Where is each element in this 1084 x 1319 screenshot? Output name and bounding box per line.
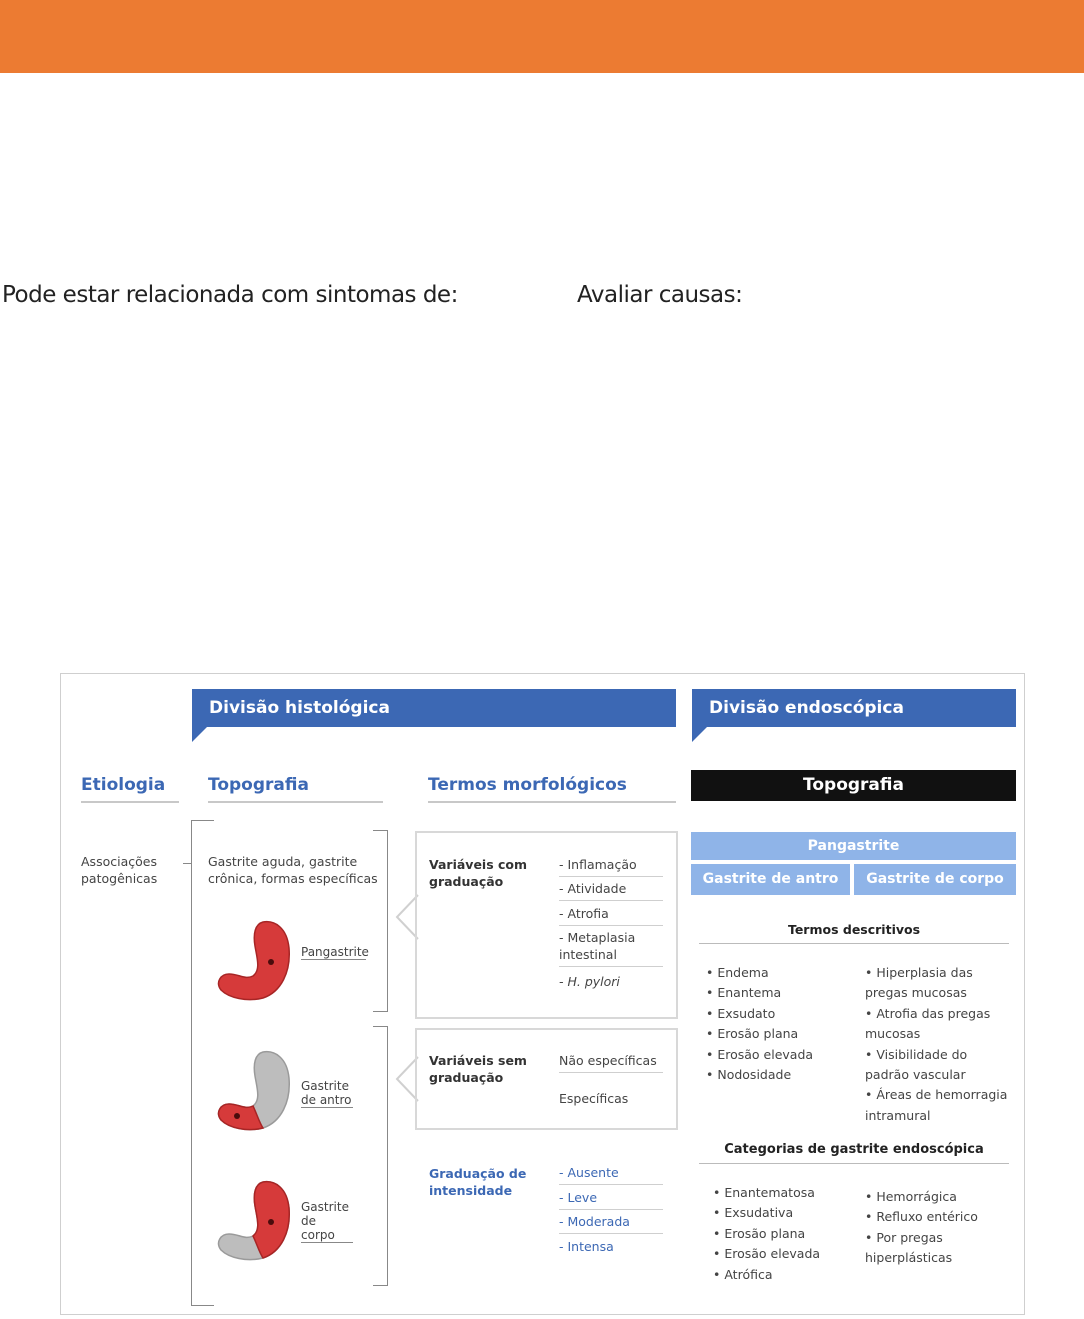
endo-topografia-header: Topografia — [691, 770, 1016, 801]
pangastrite-bar: Pangastrite — [691, 832, 1016, 860]
note-symptoms: Pode estar relacionada com sintomas de: — [2, 282, 458, 308]
corpo-bar: Gastrite de corpo — [854, 864, 1016, 895]
topography-bracket — [191, 820, 214, 1306]
col-topografia: Topografia — [208, 775, 383, 803]
col-etiologia: Etiologia — [81, 775, 179, 803]
var-sem-title: Variáveis sem graduação — [429, 1053, 527, 1085]
graduacao-item: - Ausente — [559, 1164, 663, 1185]
col-termos-morfologicos: Termos morfológicos — [428, 775, 676, 803]
connector — [183, 863, 191, 864]
var-com-item: - Metaplasia intestinal — [559, 929, 663, 967]
note-causes: Avaliar causas: — [577, 282, 743, 308]
var-com-item: - Atividade — [559, 880, 663, 901]
graduacao-item: - Intensa — [559, 1239, 614, 1254]
var-com-title: Variáveis com graduação — [429, 857, 528, 889]
endoscopic-division-header: Divisão endoscópica — [692, 689, 1016, 727]
pangastrite-stomach-icon — [213, 918, 293, 1004]
categories-left: • Enantematosa • Exsudativa • Erosão plana • Erosão elevada • Atrófica — [713, 1185, 821, 1282]
stomach-label-antro: Gastrite de antro — [301, 1079, 352, 1107]
graduacao-item: - Leve — [559, 1189, 663, 1210]
var-sem-item: Não específicas — [559, 1052, 663, 1073]
gastritis-classification-figure — [60, 673, 1025, 1315]
descriptive-terms-title: Termos descritivos — [699, 922, 1009, 944]
topografia-text: Gastrite aguda, gastrite crônica, formas específicas — [208, 854, 378, 886]
bracket-upper — [373, 830, 388, 1012]
bracket-lower — [373, 1026, 388, 1286]
body-gastritis-stomach-icon — [213, 1178, 293, 1264]
categories-right: • Hemorrágica • Refluxo entérico • Por pregas hiperplásticas — [865, 1189, 978, 1266]
histologic-division-header: Divisão histológica — [192, 689, 676, 727]
var-sem-item: Específicas — [559, 1091, 629, 1106]
graduacao-title: Graduação de intensidade — [429, 1166, 527, 1198]
etiologia-text: Associações patogênicas — [81, 854, 158, 886]
graduacao-item: - Moderada — [559, 1213, 663, 1234]
endoscopic-categories-title: Categorias de gastrite endoscópica — [699, 1142, 1009, 1164]
stomach-label-corpo: Gastrite de corpo — [301, 1200, 353, 1243]
stomach-label-pangastrite: Pangastrite — [301, 945, 369, 959]
var-com-item: - H. pylori — [559, 974, 620, 989]
var-com-item: - Atrofia — [559, 905, 663, 926]
antro-bar: Gastrite de antro — [691, 864, 850, 895]
descriptive-terms-right: • Hiperplasia das pregas mucosas • Atrofia das pregas mucosas • Visibilidade do padrão vascular • Áreas de hemorragia intramural — [865, 965, 1008, 1123]
antral-gastritis-stomach-icon — [213, 1048, 293, 1134]
var-com-item: - Inflamação — [559, 856, 663, 877]
descriptive-terms-left: • Endema • Enantema • Exsudato • Erosão plana • Erosão elevada • Nodosidade — [706, 965, 814, 1083]
top-banner — [0, 0, 1084, 73]
